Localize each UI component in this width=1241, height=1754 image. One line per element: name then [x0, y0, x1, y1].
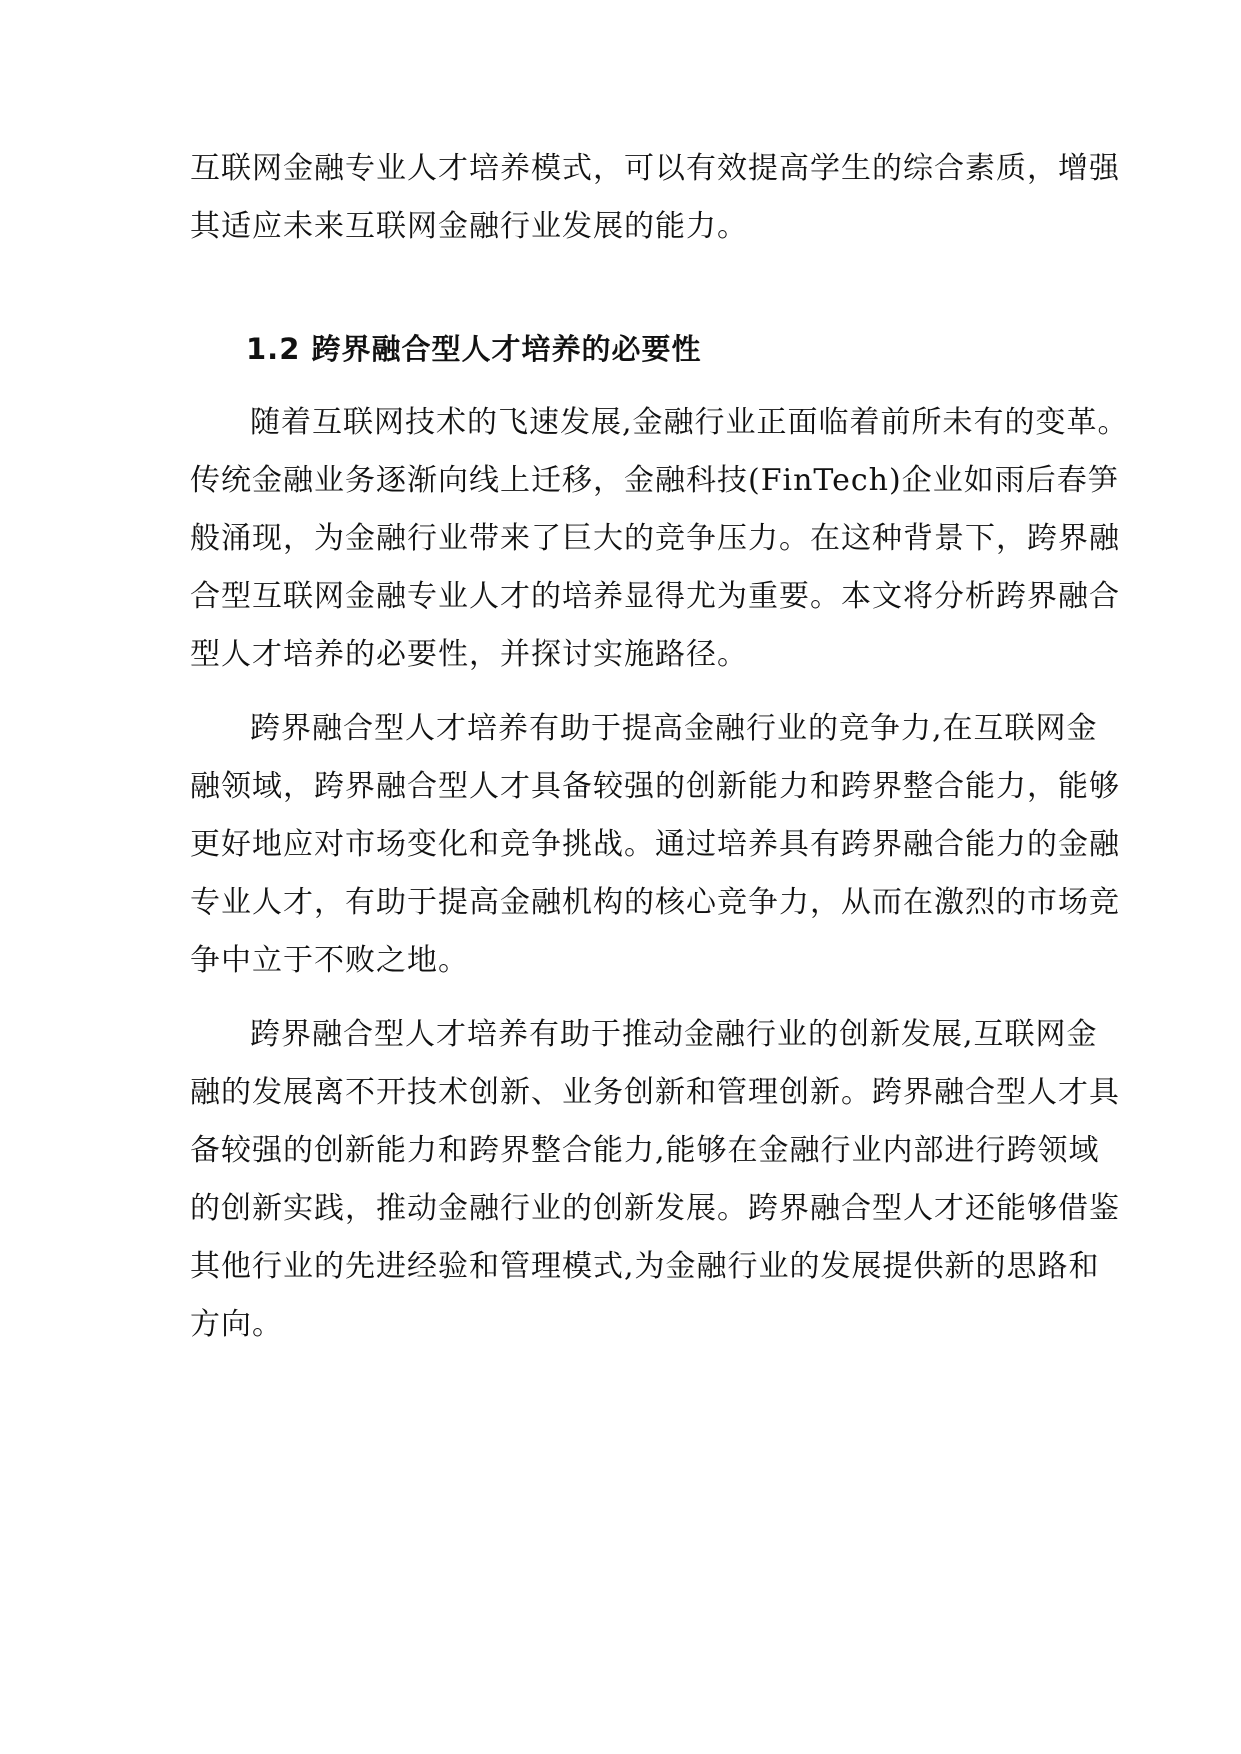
paragraph-1-line-2: 传统金融业务逐渐向线上迁移，金融科技(FinTech)企业如雨后春笋 — [190, 463, 1119, 498]
paragraph-2-line-4: 专业人才，有助于提高金融机构的核心竞争力，从而在激烈的市场竞 — [190, 885, 1120, 920]
paragraph-3-line-3: 备较强的创新能力和跨界整合能力,能够在金融行业内部进行跨领域 — [190, 1133, 1100, 1168]
paragraph-3-line-1: 跨界融合型人才培养有助于推动金融行业的创新发展,互联网金 — [250, 1017, 1098, 1052]
paragraph-2-line-1: 跨界融合型人才培养有助于提高金融行业的竞争力,在互联网金 — [250, 711, 1098, 746]
paragraph-1-line-1: 随着互联网技术的飞速发展,金融行业正面临着前所未有的变革。 — [250, 405, 1129, 440]
paragraph-3-line-6: 方向。 — [190, 1307, 283, 1342]
document-page — [190, 140, 1129, 1354]
paragraph-1-line-3: 般涌现，为金融行业带来了巨大的竞争压力。在这种背景下，跨界融 — [190, 521, 1120, 556]
paragraph-2-line-5: 争中立于不败之地。 — [190, 943, 469, 978]
paragraph-3-line-2: 融的发展离不开技术创新、业务创新和管理创新。跨界融合型人才具 — [190, 1075, 1120, 1110]
paragraph-1-line-5: 型人才培养的必要性，并探讨实施路径。 — [190, 637, 748, 672]
paragraph-2-line-3: 更好地应对市场变化和竞争挑战。通过培养具有跨界融合能力的金融 — [190, 827, 1120, 862]
intro-line-1: 互联网金融专业人才培养模式，可以有效提高学生的综合素质，增强 — [190, 151, 1120, 186]
intro-line-2: 其适应未来互联网金融行业发展的能力。 — [190, 209, 748, 244]
paragraph-3-line-5: 其他行业的先进经验和管理模式,为金融行业的发展提供新的思路和 — [190, 1249, 1100, 1284]
section-heading: 1.2 跨界融合型人才培养的必要性 — [246, 332, 702, 366]
paragraph-1-line-4: 合型互联网金融专业人才的培养显得尤为重要。本文将分析跨界融合 — [190, 579, 1120, 614]
paragraph-3-line-4: 的创新实践，推动金融行业的创新发展。跨界融合型人才还能够借鉴 — [190, 1191, 1120, 1226]
paragraph-2-line-2: 融领域，跨界融合型人才具备较强的创新能力和跨界整合能力，能够 — [190, 769, 1120, 804]
